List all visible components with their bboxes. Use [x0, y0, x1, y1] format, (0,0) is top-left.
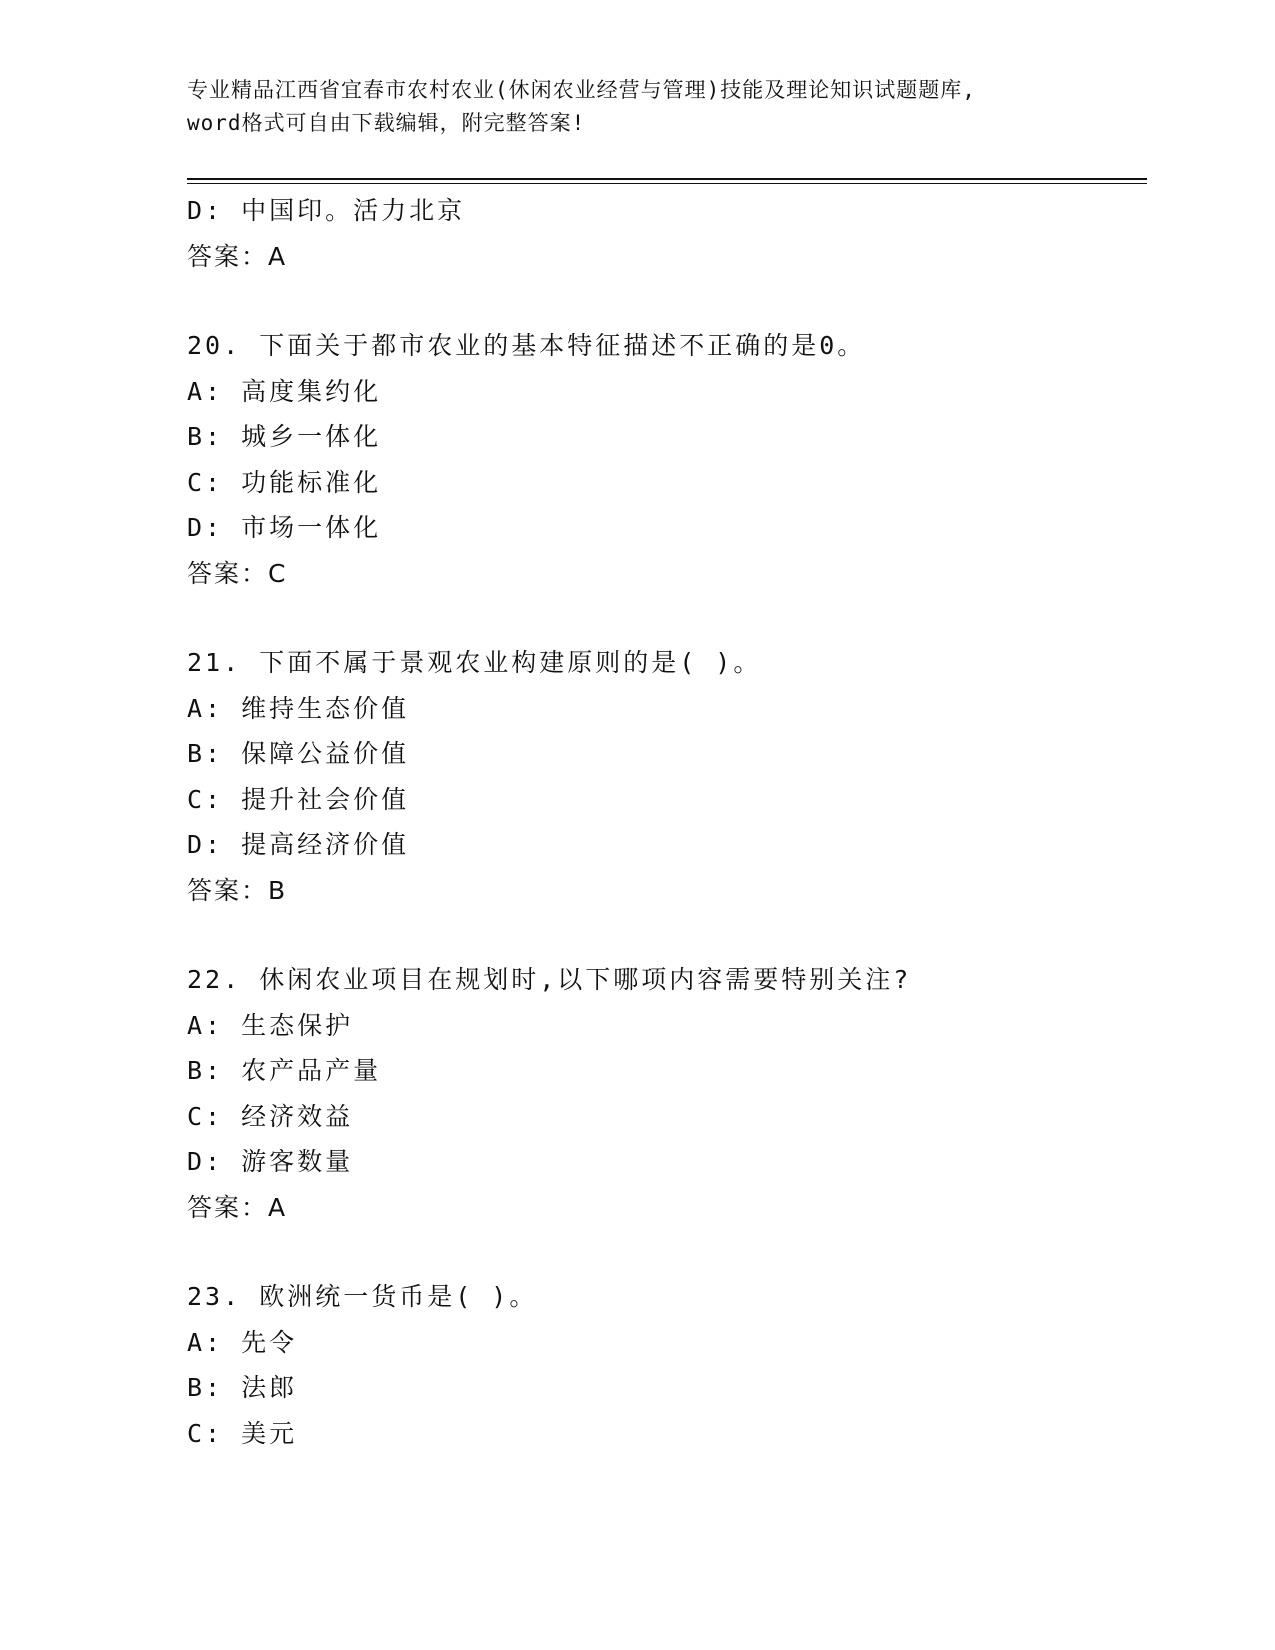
document-body	[187, 188, 1147, 1456]
question-22	[187, 957, 1147, 1230]
option-d: D: 市场一体化	[187, 513, 382, 542]
document-header	[187, 74, 1147, 140]
option-c: C: 功能标准化	[187, 467, 382, 497]
answer-line: 答案：A	[187, 1192, 288, 1222]
option-d: D: 提高经济价值	[187, 830, 410, 859]
header-line-2: word格式可自由下载编辑，附完整答案!	[187, 111, 586, 135]
option-d: D: 中国印。活力北京	[187, 196, 466, 225]
answer-line: 答案：C	[187, 558, 288, 588]
option-b: B: 城乡一体化	[187, 422, 382, 451]
question-20	[187, 323, 1147, 596]
option-a: A: 维持生态价值	[187, 693, 410, 723]
option-b: B: 保障公益价值	[187, 739, 410, 768]
option-a: A: 生态保护	[187, 1010, 354, 1040]
option-c: C: 美元	[187, 1418, 298, 1448]
question-stem: 20. 下面关于都市农业的基本特征描述不正确的是0。	[187, 331, 866, 360]
header-line-1: 专业精品江西省宜春市农村农业(休闲农业经营与管理)技能及理论知识试题题库,	[187, 78, 976, 102]
answer-line: 答案：A	[187, 241, 288, 271]
option-c: C: 经济效益	[187, 1101, 354, 1131]
question-stem: 21. 下面不属于景观农业构建原则的是( )。	[187, 648, 762, 677]
option-d: D: 游客数量	[187, 1147, 354, 1176]
option-b: B: 农产品产量	[187, 1056, 382, 1085]
header-divider-thin	[187, 183, 1147, 184]
question-19-fragment	[187, 188, 1147, 279]
option-a: A: 先令	[187, 1327, 298, 1357]
question-stem: 22. 休闲农业项目在规划时,以下哪项内容需要特别关注?	[187, 965, 912, 994]
header-divider-thick	[187, 178, 1147, 180]
question-23	[187, 1274, 1147, 1456]
question-stem: 23. 欧洲统一货币是( )。	[187, 1282, 538, 1311]
option-b: B: 法郎	[187, 1373, 298, 1402]
option-a: A: 高度集约化	[187, 376, 382, 406]
question-21	[187, 640, 1147, 913]
answer-line: 答案：B	[187, 875, 288, 905]
option-c: C: 提升社会价值	[187, 784, 410, 814]
